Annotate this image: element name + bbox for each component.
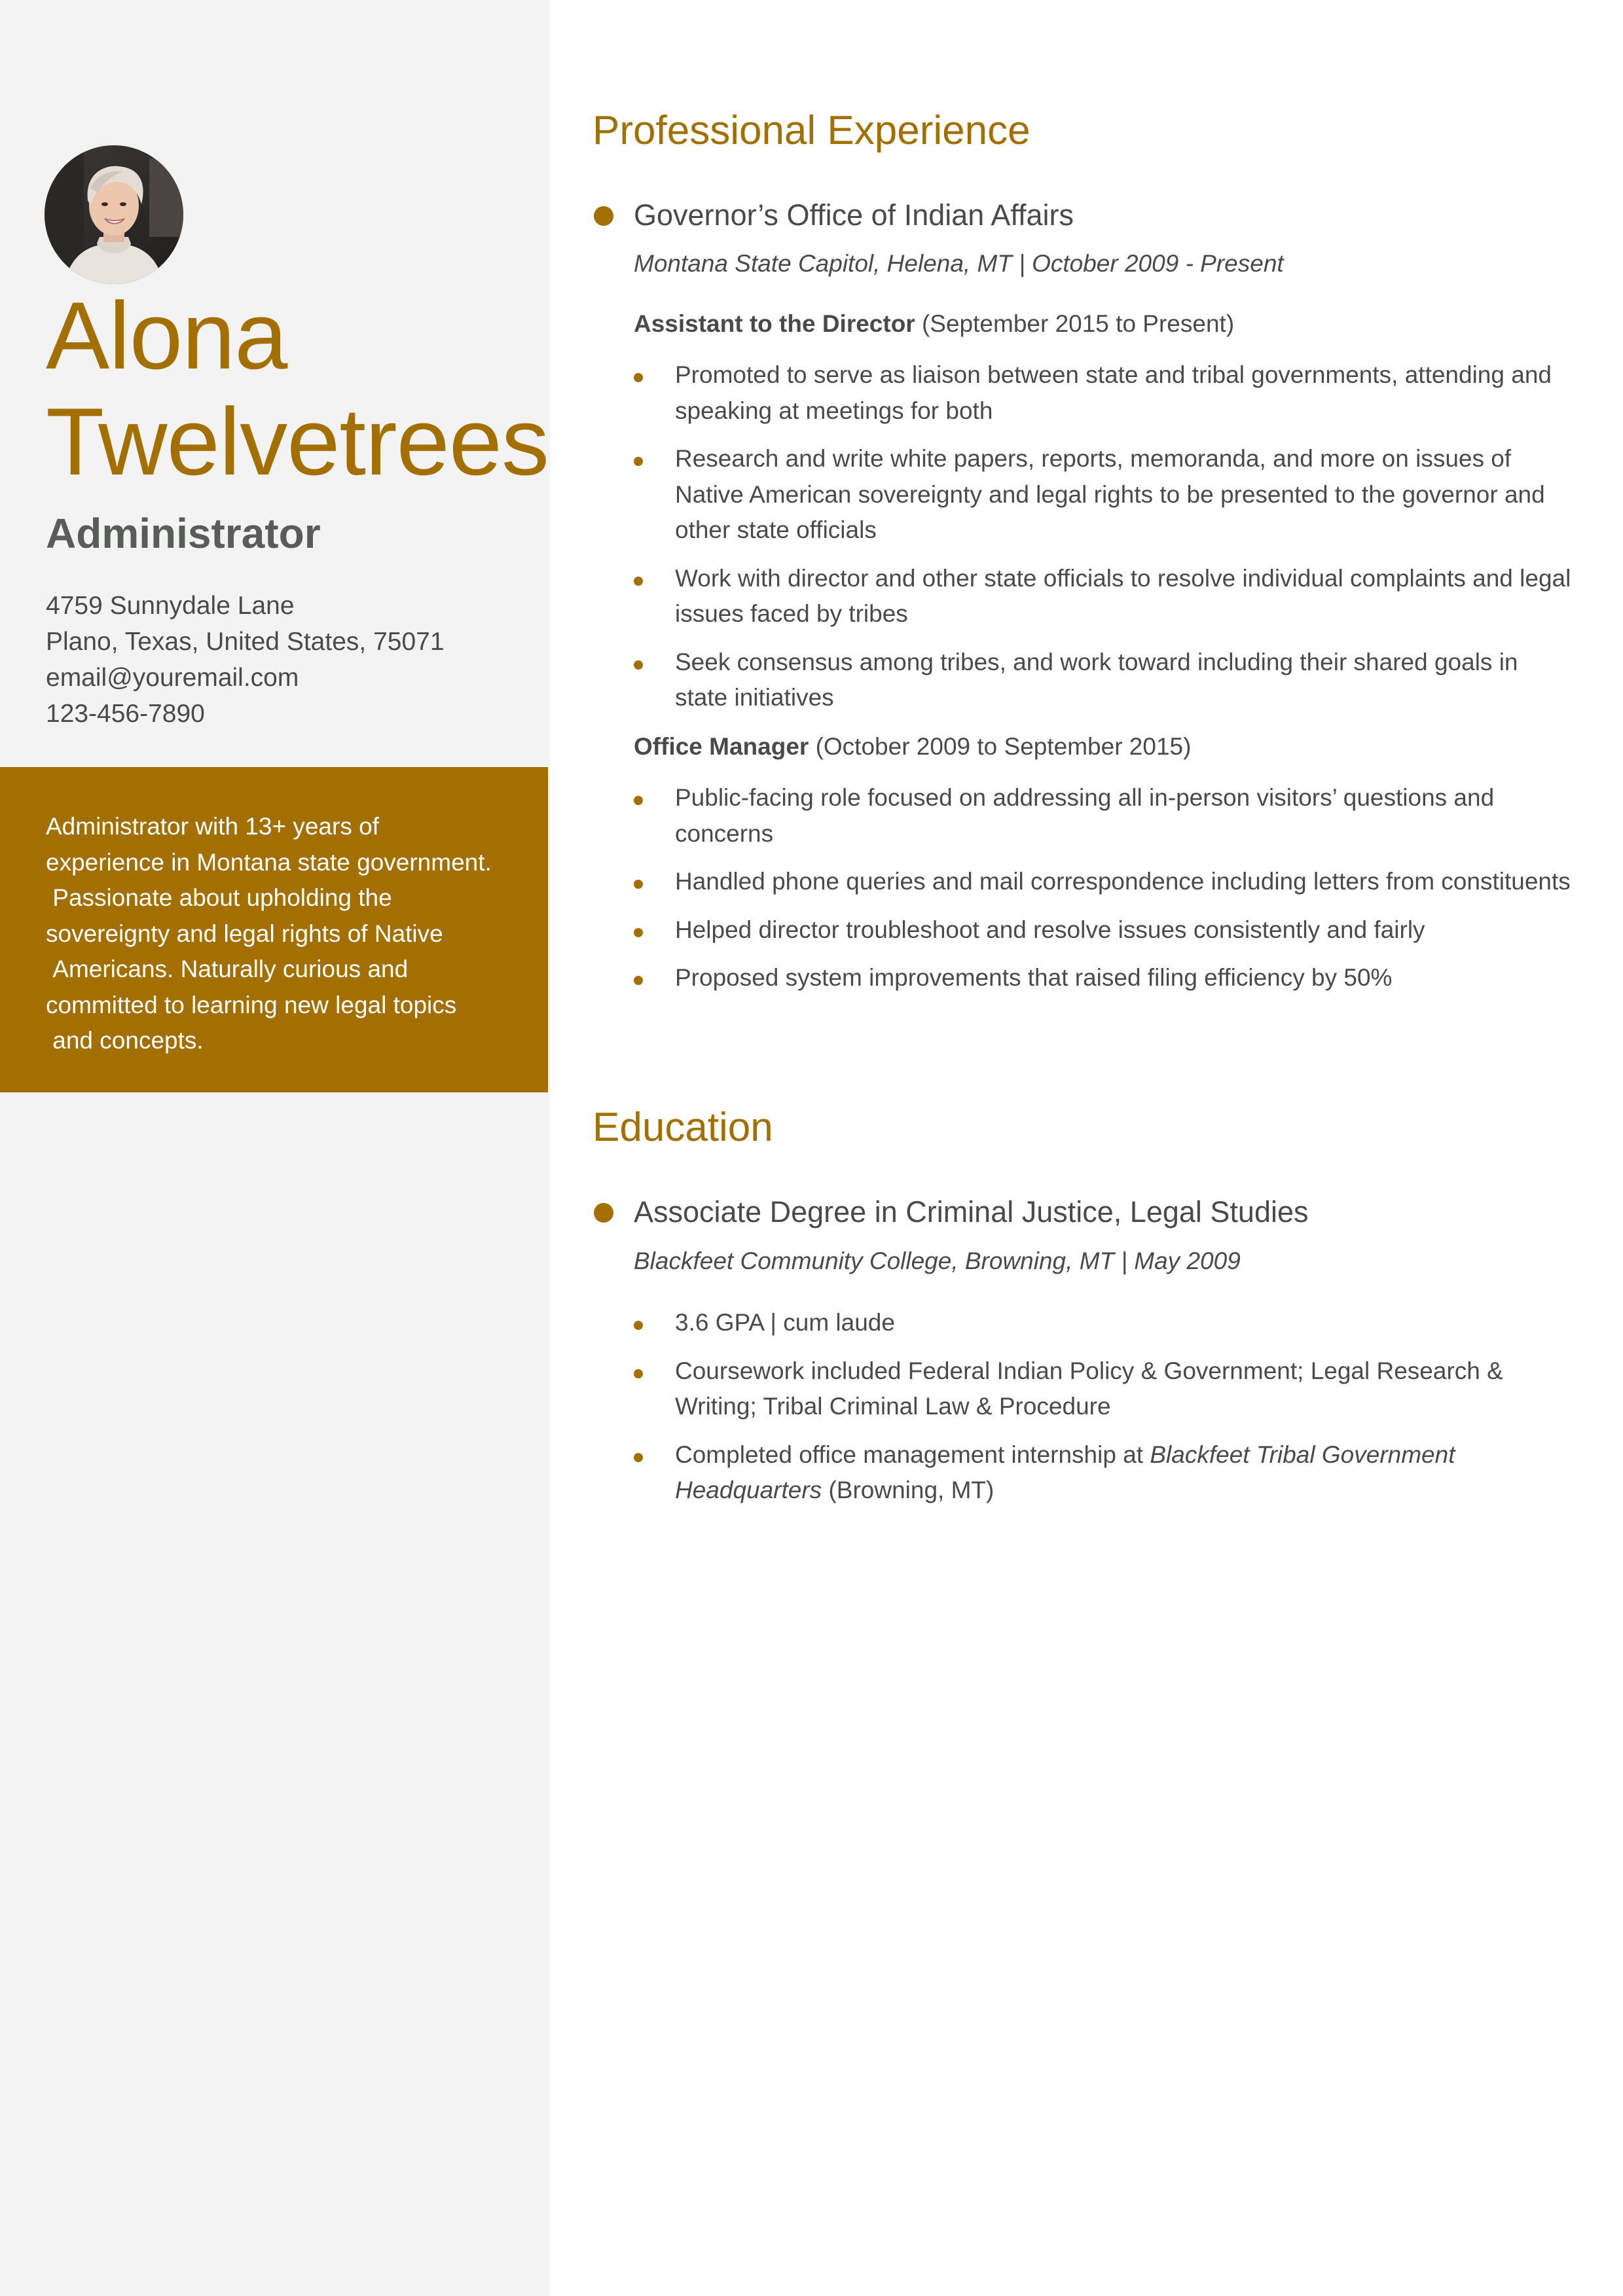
summary-line: sovereignty and legal rights of Native [46, 920, 443, 947]
role-bullets-assistant [634, 357, 1577, 716]
list-item: Work with director and other state officials to resolve individual complaints and legal issues faced by tribes [634, 561, 1577, 632]
education-heading: Education [593, 1105, 773, 1150]
role-title: Assistant to the Director [634, 310, 915, 337]
summary-line: and concepts. [46, 1027, 204, 1054]
job-title: Administrator [46, 510, 321, 557]
summary-line: Administrator with 13+ years of [46, 813, 379, 840]
email: email@youremail.com [46, 664, 299, 692]
list-item: 3.6 GPA | cum laude [634, 1305, 1577, 1341]
sidebar [0, 0, 550, 2296]
bullet-icon [634, 457, 643, 466]
phone: 123-456-7890 [46, 700, 205, 728]
bullet-icon [634, 660, 643, 670]
role-bullets-office-manager [634, 780, 1577, 996]
list-item: Research and write white papers, reports, memoranda, and more on issues of Native American sovereignty and legal rights to be presented to the governor and other state officials [634, 441, 1577, 548]
bullet-icon [634, 1369, 643, 1378]
degree-name: Associate Degree in Criminal Justice, Legal Studies [634, 1195, 1309, 1229]
bullet-icon [634, 928, 643, 937]
address-line-2: Plano, Texas, United States, 75071 [46, 628, 445, 656]
summary-line: Passionate about upholding the [46, 884, 392, 911]
bullet-icon [634, 373, 643, 382]
list-item: Handled phone queries and mail correspondence including letters from constituents [634, 864, 1577, 900]
role-assistant-director [634, 308, 1234, 340]
list-item: Promoted to serve as liaison between state and tribal governments, attending and speaking at meetings for both [634, 357, 1577, 429]
bullet-icon [634, 1453, 643, 1462]
entry-dot-icon [594, 1203, 613, 1223]
list-item: Completed office management internship at Blackfeet Tribal Government Headquarters (Browning, MT) [634, 1437, 1577, 1509]
bullet-icon [634, 796, 643, 805]
list-item: Proposed system improvements that raised filing efficiency by 50% [634, 960, 1577, 996]
role-title: Office Manager [634, 733, 809, 760]
summary-line: Americans. Naturally curious and [46, 956, 409, 982]
education-bullets [634, 1305, 1577, 1509]
role-office-manager [634, 730, 1191, 763]
internship-org: Blackfeet Tribal Government Headquarters [675, 1441, 1455, 1503]
summary-line: experience in Montana state government. [46, 848, 492, 876]
employer-location-dates: Montana State Capitol, Helena, MT | October 2009 - Present [634, 250, 1284, 277]
candidate-name: Alona Twelvetrees [46, 282, 549, 495]
contact-block [46, 588, 530, 732]
list-item: Helped director troubleshoot and resolve issues consistently and fairly [634, 912, 1577, 948]
entry-dot-icon [594, 206, 613, 226]
summary-line: committed to learning new legal topics [46, 991, 457, 1018]
role-dates: (September 2015 to Present) [921, 310, 1235, 337]
bullet-icon [634, 880, 643, 889]
bullet-icon [634, 976, 643, 985]
employer-name: Governor’s Office of Indian Affairs [634, 198, 1074, 232]
list-item: Seek consensus among tribes, and work toward including their shared goals in state initiatives [634, 645, 1577, 716]
bullet-icon [634, 1321, 643, 1330]
experience-heading: Professional Experience [593, 108, 1030, 153]
role-dates: (October 2009 to September 2015) [815, 733, 1192, 760]
bullet-icon [634, 577, 643, 586]
summary-box [0, 767, 548, 1092]
school-location-dates: Blackfeet Community College, Browning, MT | May 2009 [634, 1247, 1241, 1274]
list-item: Coursework included Federal Indian Policy & Government; Legal Research & Writing; Tribal Criminal Law & Procedure [634, 1354, 1577, 1425]
avatar [45, 145, 183, 284]
list-item: Public-facing role focused on addressing all in-person visitors’ questions and concerns [634, 780, 1577, 852]
profile-photo [45, 145, 183, 284]
address-line-1: 4759 Sunnydale Lane [46, 592, 295, 620]
